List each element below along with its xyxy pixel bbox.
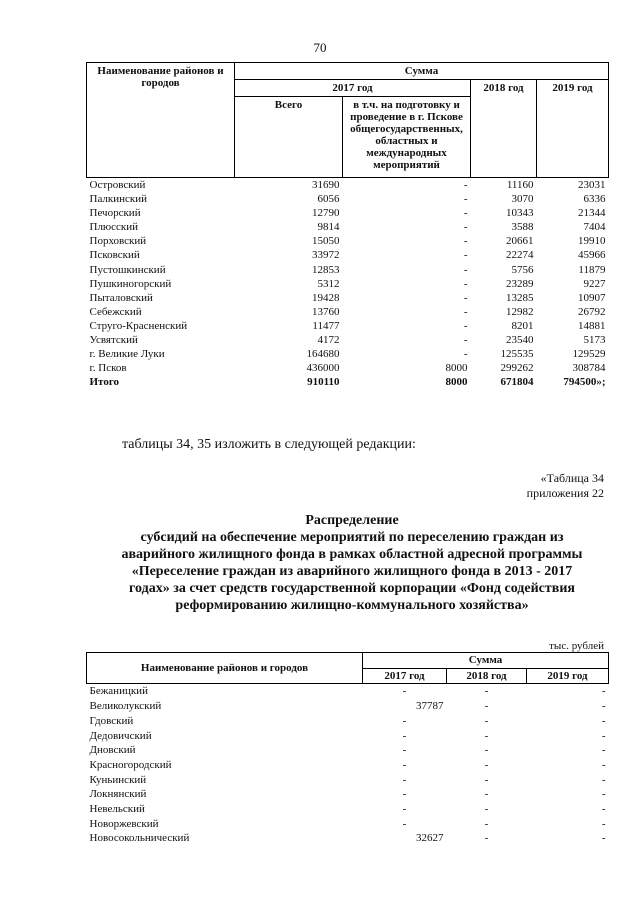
table-row <box>87 743 609 758</box>
cell-2018: - <box>484 729 489 742</box>
cell-2018: - <box>484 714 489 727</box>
title-line4: «Переселение граждан из аварийного жилищного фонда в 2013 - 2017 <box>131 564 573 579</box>
title-line1: Распределение <box>305 513 399 528</box>
cell-2019: - <box>601 773 606 786</box>
cell-2019: 308784 <box>572 362 606 375</box>
cell-2017: 37787 <box>416 700 444 713</box>
cell-2017: - <box>402 744 407 757</box>
table-row <box>87 220 609 234</box>
cell-incl-2017: 8000 <box>445 376 468 389</box>
cell-total-2017: 9814 <box>317 221 340 234</box>
table-row <box>87 699 609 714</box>
cell-total-2017: 164680 <box>306 348 340 361</box>
cell-name: Псковский <box>89 249 140 262</box>
cell-2019: 129529 <box>572 348 606 361</box>
table-reference-line2: приложения 22 <box>526 486 604 500</box>
title-line5: годах» за счет средств государственной корпорации «Фонд содействия <box>129 581 575 596</box>
table-row <box>87 361 609 375</box>
cell-2018: 125535 <box>500 348 534 361</box>
cell-2018: - <box>484 788 489 801</box>
cell-2017: - <box>402 685 407 698</box>
unit-label: тыс. рублей <box>549 640 604 652</box>
table-row <box>87 234 609 248</box>
cell-incl-2017: - <box>463 179 468 191</box>
cell-name: г. Псков <box>89 362 127 375</box>
table-row <box>87 248 609 262</box>
cell-name: Печорский <box>89 207 141 220</box>
t2-header-2018: 2018 год <box>447 668 527 684</box>
header-total: Всего <box>235 97 343 178</box>
header-name: Наименование районов и городов <box>87 63 235 178</box>
cell-name: Себежский <box>89 305 142 318</box>
cell-incl-2017: - <box>463 207 468 220</box>
table-row <box>87 277 609 291</box>
cell-2018: - <box>484 685 489 698</box>
cell-total-2017: 31690 <box>312 179 340 191</box>
cell-name: Пыталовский <box>89 291 153 304</box>
cell-2019: - <box>601 817 606 830</box>
cell-incl-2017: - <box>463 334 468 347</box>
cell-2018: - <box>484 744 489 757</box>
cell-name: Гдовский <box>89 714 134 727</box>
page-number: 70 <box>313 40 327 55</box>
cell-2019: - <box>601 729 606 742</box>
cell-2018: 23289 <box>506 277 534 290</box>
cell-total-2017: 11477 <box>312 319 340 332</box>
cell-name: Куньинский <box>89 773 147 786</box>
cell-total-2017: 33972 <box>312 249 340 262</box>
cell-2018: 13285 <box>506 291 534 304</box>
cell-name: Невельский <box>89 803 145 816</box>
cell-2019: - <box>601 714 606 727</box>
table-row <box>87 305 609 319</box>
cell-total-2017: 12853 <box>312 263 340 276</box>
table-row <box>87 831 609 846</box>
table-row <box>87 714 609 729</box>
cell-total-2017: 13760 <box>312 305 340 318</box>
table-title <box>80 512 624 614</box>
cell-name: г. Великие Луки <box>89 348 165 361</box>
table-row <box>87 333 609 347</box>
table-row <box>87 291 609 305</box>
cell-2019: 21344 <box>578 207 606 220</box>
table-34-previous-end <box>86 62 609 389</box>
cell-2017: - <box>402 729 407 742</box>
cell-2018: - <box>484 758 489 771</box>
cell-total-2017: 15050 <box>312 235 340 248</box>
cell-2019: - <box>601 832 606 845</box>
cell-2019: 19910 <box>578 235 606 248</box>
table-row <box>87 758 609 773</box>
cell-incl-2017: - <box>463 305 468 318</box>
table-34-new <box>86 652 609 846</box>
cell-2017: 32627 <box>416 832 444 845</box>
header-2017: 2017 год <box>235 80 471 97</box>
cell-total-2017: 436000 <box>306 362 340 375</box>
cell-2017: - <box>402 803 407 816</box>
table-row <box>87 178 609 193</box>
cell-2018: 12982 <box>506 305 534 318</box>
cell-name: Пустошкинский <box>89 263 166 276</box>
cell-2019: 794500»; <box>563 376 606 389</box>
cell-2019: 26792 <box>578 305 606 318</box>
cell-total-2017: 5312 <box>317 277 340 290</box>
title-line6: реформированию жилищно-коммунального хозяйства» <box>175 598 529 613</box>
cell-2019: 11879 <box>578 263 606 276</box>
cell-2019: - <box>601 744 606 757</box>
cell-name: Бежаницкий <box>89 685 148 698</box>
cell-2018: - <box>484 700 489 713</box>
cell-2018: 11160 <box>506 179 534 191</box>
cell-2019: 7404 <box>583 221 606 234</box>
header-sum: Сумма <box>235 63 609 80</box>
cell-2018: 8201 <box>511 319 534 332</box>
cell-incl-2017: - <box>463 263 468 276</box>
title-line2: субсидий на обеспечение мероприятий по переселению граждан из <box>140 530 564 545</box>
cell-2018: - <box>484 803 489 816</box>
cell-2018: 20661 <box>506 235 534 248</box>
cell-2018: 299262 <box>500 362 534 375</box>
cell-name: Порховский <box>89 235 147 248</box>
cell-2017: - <box>402 788 407 801</box>
cell-name: Локнянский <box>89 788 147 801</box>
cell-2019: - <box>601 788 606 801</box>
table-row <box>87 684 609 699</box>
cell-2019: 9227 <box>583 277 606 290</box>
cell-name: Новосокольнический <box>89 832 190 845</box>
cell-name: Плюсский <box>89 221 139 234</box>
cell-2019: 14881 <box>578 319 606 332</box>
cell-name: Усвятский <box>89 334 138 347</box>
cell-2018: 5756 <box>511 263 534 276</box>
cell-total-2017: 19428 <box>312 291 340 304</box>
cell-2019: - <box>601 700 606 713</box>
cell-2017: - <box>402 758 407 771</box>
cell-name: Струго-Красненский <box>89 319 188 332</box>
t2-header-name: Наименование районов и городов <box>87 653 363 684</box>
table-row <box>87 347 609 361</box>
table-row <box>87 787 609 802</box>
t2-header-2019: 2019 год <box>527 668 609 684</box>
header-2019: 2019 год <box>537 80 609 178</box>
header-2018: 2018 год <box>471 80 537 178</box>
cell-incl-2017: - <box>463 277 468 290</box>
cell-name: Красногородский <box>89 758 172 771</box>
cell-name: Новоржевский <box>89 817 159 830</box>
cell-2019: - <box>601 758 606 771</box>
cell-2018: - <box>484 773 489 786</box>
cell-incl-2017: - <box>463 348 468 361</box>
cell-name: Пушкиногорский <box>89 277 172 290</box>
header-incl: в т.ч. на подготовку и проведение в г. Пскове общегосударственных, областных и международных мероприятий <box>343 97 471 178</box>
title-line3: аварийного жилищного фонда в рамках областной адресной программы <box>121 547 583 562</box>
cell-total-2017: 4172 <box>317 334 340 347</box>
table-row <box>87 729 609 744</box>
cell-2019: 5173 <box>583 334 606 347</box>
amendment-paragraph: таблицы 34, 35 изложить в следующей редакции: <box>122 437 416 452</box>
cell-2019: 6336 <box>583 193 606 206</box>
cell-2018: 10343 <box>506 207 534 220</box>
cell-2018: 671804 <box>500 376 534 389</box>
table-row <box>87 817 609 832</box>
cell-2018: 22274 <box>506 249 534 262</box>
cell-2019: - <box>601 803 606 816</box>
table-row <box>87 319 609 333</box>
cell-2018: 3588 <box>511 221 534 234</box>
table-reference <box>527 471 604 501</box>
cell-name: Великолукский <box>89 700 162 713</box>
cell-name: Островский <box>89 179 146 191</box>
cell-2019: 45966 <box>578 249 606 262</box>
cell-incl-2017: - <box>463 193 468 206</box>
cell-incl-2017: - <box>463 249 468 262</box>
cell-2019: - <box>601 685 606 698</box>
cell-2018: - <box>484 832 489 845</box>
cell-2018: 3070 <box>511 193 534 206</box>
cell-name: Дновский <box>89 744 136 757</box>
cell-incl-2017: - <box>463 291 468 304</box>
cell-2018: 23540 <box>506 334 534 347</box>
cell-incl-2017: - <box>463 235 468 248</box>
total-row <box>87 375 609 389</box>
cell-total-2017: 910110 <box>307 376 340 389</box>
table-row <box>87 206 609 220</box>
cell-2019: 10907 <box>578 291 606 304</box>
table-row <box>87 802 609 817</box>
cell-incl-2017: - <box>463 221 468 234</box>
cell-total-2017: 12790 <box>312 207 340 220</box>
cell-incl-2017: 8000 <box>445 362 468 375</box>
cell-total-2017: 6056 <box>317 193 340 206</box>
cell-2017: - <box>402 817 407 830</box>
cell-2017: - <box>402 773 407 786</box>
cell-2018: - <box>484 817 489 830</box>
table-row <box>87 263 609 277</box>
cell-name: Дедовичский <box>89 729 152 742</box>
table-row <box>87 773 609 788</box>
cell-name: Палкинский <box>89 193 148 206</box>
table-row <box>87 192 609 206</box>
t2-header-sum: Сумма <box>363 653 609 669</box>
cell-2017: - <box>402 714 407 727</box>
cell-2019: 23031 <box>578 179 606 191</box>
t2-header-2017: 2017 год <box>363 668 447 684</box>
cell-name: Итого <box>89 376 120 389</box>
cell-incl-2017: - <box>463 319 468 332</box>
table-reference-line1: «Таблица 34 <box>540 471 604 485</box>
